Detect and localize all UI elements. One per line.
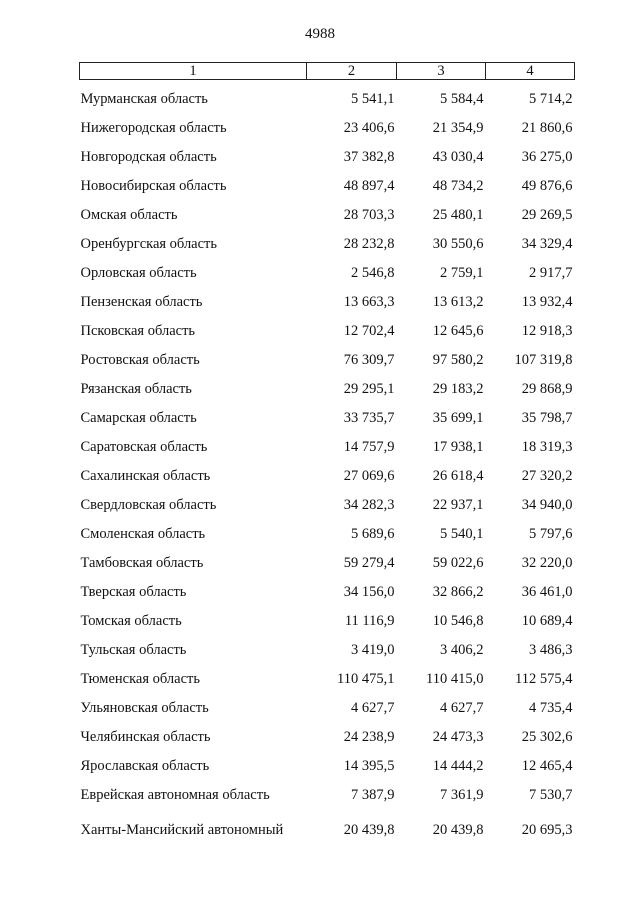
table-row <box>80 578 575 607</box>
column-header-3: 3 <box>397 63 486 80</box>
value-col-3-cell: 14 444,2 <box>432 758 484 774</box>
value-col-2-cell: 14 395,5 <box>343 758 395 774</box>
region-name-cell: Свердловская область <box>80 497 217 513</box>
value-col-4-cell: 12 918,3 <box>521 323 573 339</box>
region-name-cell: Нижегородская область <box>80 120 227 136</box>
value-col-3-cell: 25 480,1 <box>432 207 484 223</box>
value-col-3-cell: 24 473,3 <box>432 729 484 745</box>
region-name-cell: Ульяновская область <box>80 700 209 716</box>
value-col-4-cell: 36 275,0 <box>521 149 573 165</box>
table-row <box>80 607 575 636</box>
table-row <box>80 143 575 172</box>
table-row <box>80 317 575 346</box>
value-col-4-cell: 29 868,9 <box>521 381 573 397</box>
value-col-2-cell: 13 663,3 <box>343 294 395 310</box>
value-col-4-cell: 10 689,4 <box>521 613 573 629</box>
value-col-4-cell: 49 876,6 <box>521 178 573 194</box>
table-row <box>80 462 575 491</box>
value-col-2-cell: 23 406,6 <box>343 120 395 136</box>
value-col-2-cell: 11 116,9 <box>344 613 395 629</box>
table-row <box>80 810 575 850</box>
region-name-cell: Еврейская автономная область <box>80 787 270 803</box>
value-col-2-cell: 34 282,3 <box>343 497 395 513</box>
region-name-cell: Пензенская область <box>80 294 203 310</box>
region-name-cell: Саратовская область <box>80 439 208 455</box>
value-col-2-cell: 14 757,9 <box>343 439 395 455</box>
value-col-3-cell: 13 613,2 <box>432 294 484 310</box>
table-row <box>80 288 575 317</box>
region-name-cell: Томская область <box>80 613 182 629</box>
table-row <box>80 201 575 230</box>
value-col-2-cell: 76 309,7 <box>343 352 395 368</box>
table-row <box>80 346 575 375</box>
table-row <box>80 230 575 259</box>
region-name-cell: Ростовская область <box>80 352 200 368</box>
region-name-cell: Тюменская область <box>80 671 200 687</box>
value-col-4-cell: 27 320,2 <box>521 468 573 484</box>
value-col-3-cell: 30 550,6 <box>432 236 484 252</box>
value-col-2-cell: 24 238,9 <box>343 729 395 745</box>
value-col-2-cell: 2 546,8 <box>351 265 395 281</box>
value-col-4-cell: 18 319,3 <box>521 439 573 455</box>
header-row <box>80 63 575 80</box>
value-col-2-cell: 4 627,7 <box>351 700 395 716</box>
value-col-2-cell: 33 735,7 <box>343 410 395 426</box>
value-col-3-cell: 4 627,7 <box>440 700 484 716</box>
value-col-4-cell: 4 735,4 <box>529 700 573 716</box>
value-col-3-cell: 26 618,4 <box>432 468 484 484</box>
table-row <box>80 114 575 143</box>
value-col-4-cell: 2 917,7 <box>529 265 573 281</box>
value-col-4-cell: 5 797,6 <box>529 526 573 542</box>
region-name-cell: Сахалинская область <box>80 468 211 484</box>
value-col-3-cell: 10 546,8 <box>432 613 484 629</box>
page-number: 4988 <box>305 26 335 42</box>
region-name-cell: Тверская область <box>80 584 187 600</box>
value-col-2-cell: 12 702,4 <box>343 323 395 339</box>
value-col-3-cell: 17 938,1 <box>432 439 484 455</box>
value-col-3-cell: 3 406,2 <box>440 642 484 658</box>
table-row <box>80 520 575 549</box>
region-name-cell: Ярославская область <box>80 758 210 774</box>
value-col-3-cell: 5 584,4 <box>440 91 484 107</box>
value-col-2-cell: 27 069,6 <box>343 468 395 484</box>
table-row <box>80 723 575 752</box>
value-col-4-cell: 32 220,0 <box>521 555 573 571</box>
value-col-3-cell: 59 022,6 <box>432 555 484 571</box>
table-row <box>80 752 575 781</box>
value-col-4-cell: 29 269,5 <box>521 207 573 223</box>
table-row <box>80 636 575 665</box>
region-name-cell: Самарская область <box>80 410 197 426</box>
table-row <box>80 172 575 201</box>
value-col-3-cell: 5 540,1 <box>440 526 484 542</box>
value-col-2-cell: 48 897,4 <box>343 178 395 194</box>
value-col-3-cell: 35 699,1 <box>432 410 484 426</box>
value-col-4-cell: 34 940,0 <box>521 497 573 513</box>
value-col-4-cell: 7 530,7 <box>529 787 573 803</box>
value-col-4-cell: 34 329,4 <box>521 236 573 252</box>
value-col-2-cell: 59 279,4 <box>343 555 395 571</box>
table-row <box>80 491 575 520</box>
value-col-3-cell: 97 580,2 <box>432 352 484 368</box>
value-col-3-cell: 20 439,8 <box>432 822 484 838</box>
region-name-cell: Омская область <box>80 207 178 223</box>
value-col-3-cell: 7 361,9 <box>440 787 484 803</box>
value-col-2-cell: 7 387,9 <box>351 787 395 803</box>
table-row <box>80 549 575 578</box>
value-col-4-cell: 21 860,6 <box>521 120 573 136</box>
table-row <box>80 80 575 115</box>
value-col-4-cell: 12 465,4 <box>521 758 573 774</box>
value-col-2-cell: 34 156,0 <box>343 584 395 600</box>
value-col-3-cell: 110 415,0 <box>426 671 484 687</box>
value-col-4-cell: 107 319,8 <box>514 352 573 368</box>
region-name-cell: Тульская область <box>80 642 187 658</box>
table-row <box>80 433 575 462</box>
region-name-cell: Новгородская область <box>80 149 217 165</box>
value-col-4-cell: 25 302,6 <box>521 729 573 745</box>
table-row <box>80 404 575 433</box>
value-col-2-cell: 110 475,1 <box>337 671 395 687</box>
value-col-2-cell: 29 295,1 <box>343 381 395 397</box>
value-col-3-cell: 48 734,2 <box>432 178 484 194</box>
table-row <box>80 259 575 288</box>
value-col-3-cell: 21 354,9 <box>432 120 484 136</box>
value-col-4-cell: 5 714,2 <box>529 91 573 107</box>
value-col-2-cell: 5 689,6 <box>351 526 395 542</box>
value-col-2-cell: 28 703,3 <box>343 207 395 223</box>
region-name-cell: Мурманская область <box>80 91 208 107</box>
table-row <box>80 375 575 404</box>
region-name-cell: Оренбургская область <box>80 236 218 252</box>
table-body <box>80 80 575 851</box>
region-name-cell: Смоленская область <box>80 526 206 542</box>
column-header-4: 4 <box>486 63 575 80</box>
value-col-3-cell: 22 937,1 <box>432 497 484 513</box>
region-name-cell: Рязанская область <box>80 381 192 397</box>
value-col-2-cell: 20 439,8 <box>343 822 395 838</box>
table-row <box>80 781 575 810</box>
region-name-cell: Орловская область <box>80 265 197 281</box>
value-col-4-cell: 3 486,3 <box>529 642 573 658</box>
value-col-2-cell: 3 419,0 <box>351 642 395 658</box>
table-row <box>80 665 575 694</box>
table-header <box>80 63 575 80</box>
region-name-cell: Тамбовская область <box>80 555 204 571</box>
value-col-3-cell: 29 183,2 <box>432 381 484 397</box>
value-col-4-cell: 112 575,4 <box>515 671 573 687</box>
value-col-4-cell: 20 695,3 <box>521 822 573 838</box>
value-col-3-cell: 12 645,6 <box>432 323 484 339</box>
value-col-2-cell: 5 541,1 <box>351 91 395 107</box>
value-col-2-cell: 28 232,8 <box>343 236 395 252</box>
value-col-4-cell: 35 798,7 <box>521 410 573 426</box>
region-name-cell: Новосибирская область <box>80 178 227 194</box>
value-col-3-cell: 32 866,2 <box>432 584 484 600</box>
value-col-4-cell: 36 461,0 <box>521 584 573 600</box>
table-row <box>80 694 575 723</box>
region-name-cell: Ханты-Мансийский автономный <box>80 822 284 838</box>
value-col-3-cell: 43 030,4 <box>432 149 484 165</box>
value-col-4-cell: 13 932,4 <box>521 294 573 310</box>
column-header-1: 1 <box>80 63 307 80</box>
data-table <box>79 62 575 850</box>
region-name-cell: Псковская область <box>80 323 196 339</box>
column-header-2: 2 <box>307 63 397 80</box>
value-col-3-cell: 2 759,1 <box>440 265 484 281</box>
region-name-cell: Челябинская область <box>80 729 211 745</box>
value-col-2-cell: 37 382,8 <box>343 149 395 165</box>
